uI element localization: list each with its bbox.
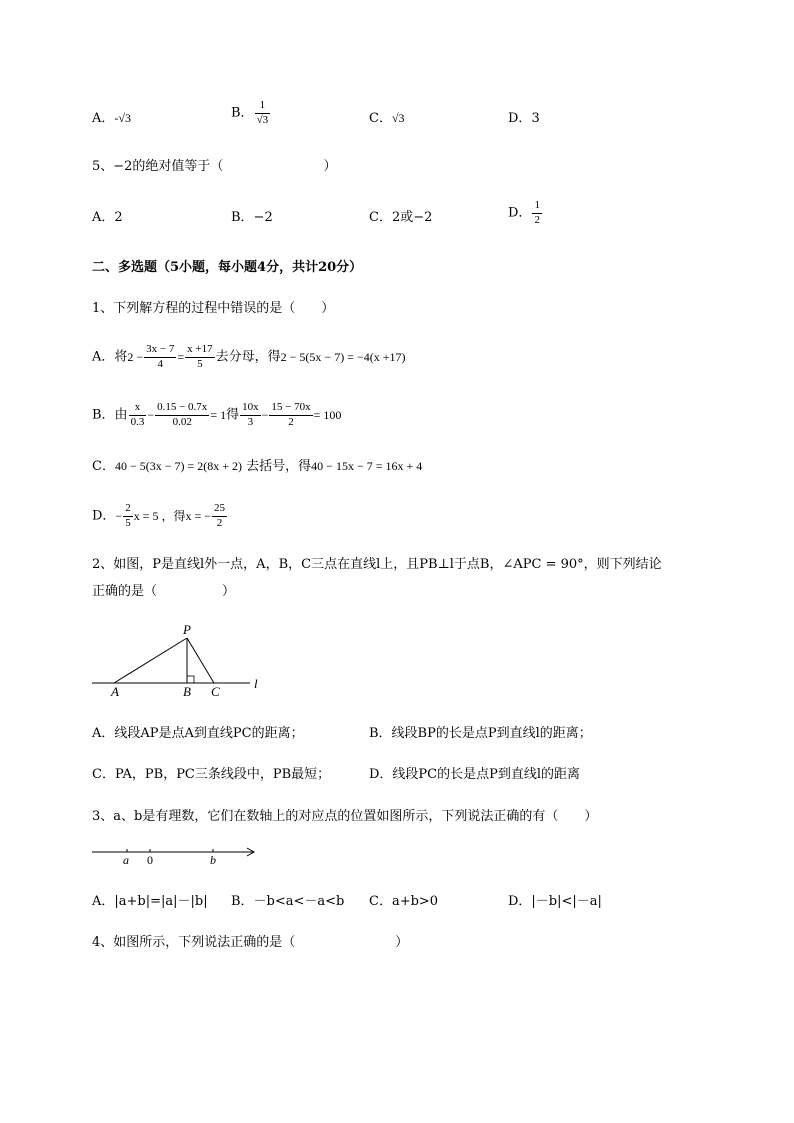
m3-number-line (90, 842, 262, 868)
m3-stem: 3、a、b是有理数，它们在数轴上的对应点的位置如图所示，下列说法正确的有（ ） (92, 809, 598, 824)
m3-option-d: D．|－b|<|－a| (508, 894, 602, 909)
label-b: B (183, 684, 191, 699)
section-title: 二、多选题（5小题，每小题4分，共计20分） (92, 260, 363, 275)
m2-option-a: A．线段AP是点A到直线PC的距离； (92, 726, 304, 741)
m1-option-d: D．− $\frac{2}{5}$ x = 5 ，得x = − $\frac{25}{2}$ (92, 502, 226, 529)
m1-stem: 1、下列解方程的过程中错误的是（ ） (92, 301, 335, 316)
m3-option-b: B．－b<a<－a<b (231, 894, 345, 909)
m2-option-d: D．线段PC的长是点P到直线l的距离 (369, 767, 581, 782)
label-a: A (111, 684, 119, 699)
q5-option-d: D． $\frac{1}{2}$ (508, 199, 540, 226)
q5-option-c: C．2或−2 (369, 210, 433, 225)
q4-option-c: C．√3 (369, 111, 405, 126)
axis-label-a: a (123, 853, 129, 867)
m3-option-c: C．a+b>0 (369, 894, 439, 909)
label-p: P (183, 622, 191, 637)
right-angle-mark (187, 676, 194, 683)
axis-label-b: b (210, 853, 216, 867)
m1-option-b: B．由 $\frac{x}{0.3}$ − $\frac{0.15 - 0.7x}{0.02}$ = 1得 $\frac{10x}{3}$ − $\frac{15 - 70x}{2}$ = 100 (92, 401, 342, 428)
m4-stem: 4、如图所示，下列说法正确的是（ ） (92, 935, 409, 950)
q4-option-b: B． $\frac{1}{√3}$ (231, 99, 269, 126)
q5-stem: 5、−2的绝对值等于（ ） (92, 159, 337, 174)
label-l: l (254, 676, 258, 691)
m2-option-b: B．线段BP的长是点P到直线l的距离； (369, 726, 592, 741)
segment-ap (114, 638, 187, 683)
m2-option-c: C．PA，PB，PC三条线段中，PB最短； (92, 767, 331, 782)
q5-option-a: A．2 (92, 210, 123, 225)
q4-option-a: A．-√3 (92, 111, 131, 126)
m2-stem-line2: 正确的是（ ） (92, 584, 236, 599)
q5-option-b: B．−2 (231, 210, 273, 225)
m3-option-a: A．|a+b|=|a|－|b| (92, 894, 208, 909)
q4-option-d: D．3 (508, 111, 540, 126)
m2-stem-line1: 2、如图，P是直线l外一点，A，B，C三点在直线l上，且PB⊥l于点B，∠APC = 90°，则下列结论 (92, 557, 662, 572)
axis-label-zero: 0 (147, 853, 153, 867)
m1-option-c: C．40 − 5(3x − 7) = 2(8x + 2) 去括号，得40 − 15x − 7 = 16x + 4 (92, 459, 423, 474)
label-c: C (211, 684, 220, 699)
m2-geometry-figure (90, 622, 280, 700)
m1-option-a: A．将2 − $\frac{3x - 7}{4}$ = $\frac{x +17}{5}$ 去分母，得2 − 5(5x − 7) = −4(x +17) (92, 343, 406, 370)
